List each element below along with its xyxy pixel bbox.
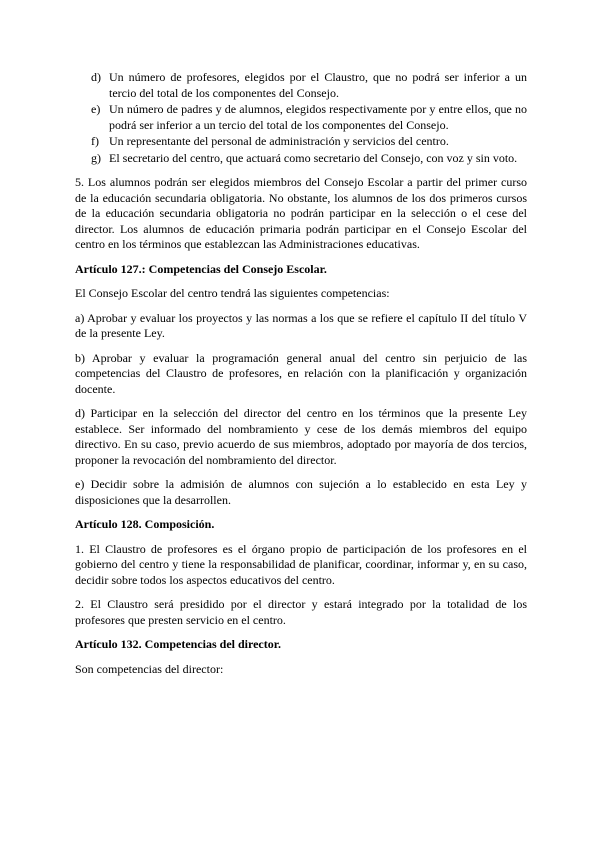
- article-127-item-a: a) Aprobar y evaluar los proyectos y las normas a los que se refiere el capítulo II del título V de la presente Ley.: [75, 310, 527, 340]
- list-text: Un número de profesores, elegidos por el Claustro, que no podrá ser inferior a un tercio del total de los componentes del Consejo.: [109, 70, 527, 100]
- list-item: [91, 134, 527, 150]
- article-127-heading: Artículo 127.: Competencias del Consejo Escolar.: [75, 261, 327, 276]
- article-128-heading: Artículo 128. Composición.: [75, 517, 215, 531]
- list-item: [91, 102, 527, 133]
- consejo-composition-list: [75, 70, 527, 166]
- article-127-item-e: e) Decidir sobre la admisión de alumnos con sujeción a lo establecido en esta Ley y disposiciones que la desarrollen.: [75, 477, 527, 507]
- list-item: [91, 70, 527, 101]
- paragraph-5: 5. Los alumnos podrán ser elegidos miembros del Consejo Escolar a partir del primer curso de la educación secundaria obligatoria. No obstante, los alumnos de los dos primeros cursos de la educación secundaria obligatoria no podrán participar en la selección o el cese del director. Los alumnos de educación primaria podrán participar en el Consejo Escolar del centro en los términos que establezcan las Administraciones educativas.: [75, 175, 527, 251]
- article-127-item-d: d) Participar en la selección del director del centro en los términos que la presente Ley establece. Ser informado del nombramiento y cese de los demás miembros del equipo directivo. En su caso, previo acuerdo de sus miembros, adoptado por mayoría de dos tercios, proponer la revocación del nombramiento del director.: [75, 406, 527, 467]
- article-132-intro: Son competencias del director:: [75, 661, 224, 676]
- article-128-paragraph-1: 1. El Claustro de profesores es el órgano propio de participación de los profesores en el gobierno del centro y tiene la responsabilidad de planificar, coordinar, informar y, en su caso, decidir sobre todos los aspectos educativos del centro.: [75, 541, 527, 587]
- document-page: [75, 70, 527, 686]
- list-item: [91, 151, 527, 167]
- list-text: Un número de padres y de alumnos, elegidos respectivamente por y entre ellos, que no podrá ser inferior a un tercio del total de los componentes del Consejo.: [109, 102, 527, 132]
- list-text: Un representante del personal de administración y servicios del centro.: [109, 134, 449, 148]
- list-text: El secretario del centro, que actuará como secretario del Consejo, con voz y sin voto.: [109, 150, 518, 165]
- list-marker: e): [91, 102, 101, 116]
- article-128-paragraph-2: 2. El Claustro será presidido por el director y estará integrado por la totalidad de los profesores que presten servicio en el centro.: [75, 597, 527, 627]
- list-marker: d): [91, 70, 101, 84]
- article-127-intro: El Consejo Escolar del centro tendrá las siguientes competencias:: [75, 286, 390, 300]
- list-marker: f): [91, 134, 99, 148]
- list-marker: g): [91, 150, 101, 165]
- article-132-heading: Artículo 132. Competencias del director.: [75, 637, 281, 651]
- article-127-item-b: b) Aprobar y evaluar la programación general anual del centro sin perjuicio de las competencias del Claustro de profesores, en relación con la planificación y organización docente.: [75, 350, 527, 396]
